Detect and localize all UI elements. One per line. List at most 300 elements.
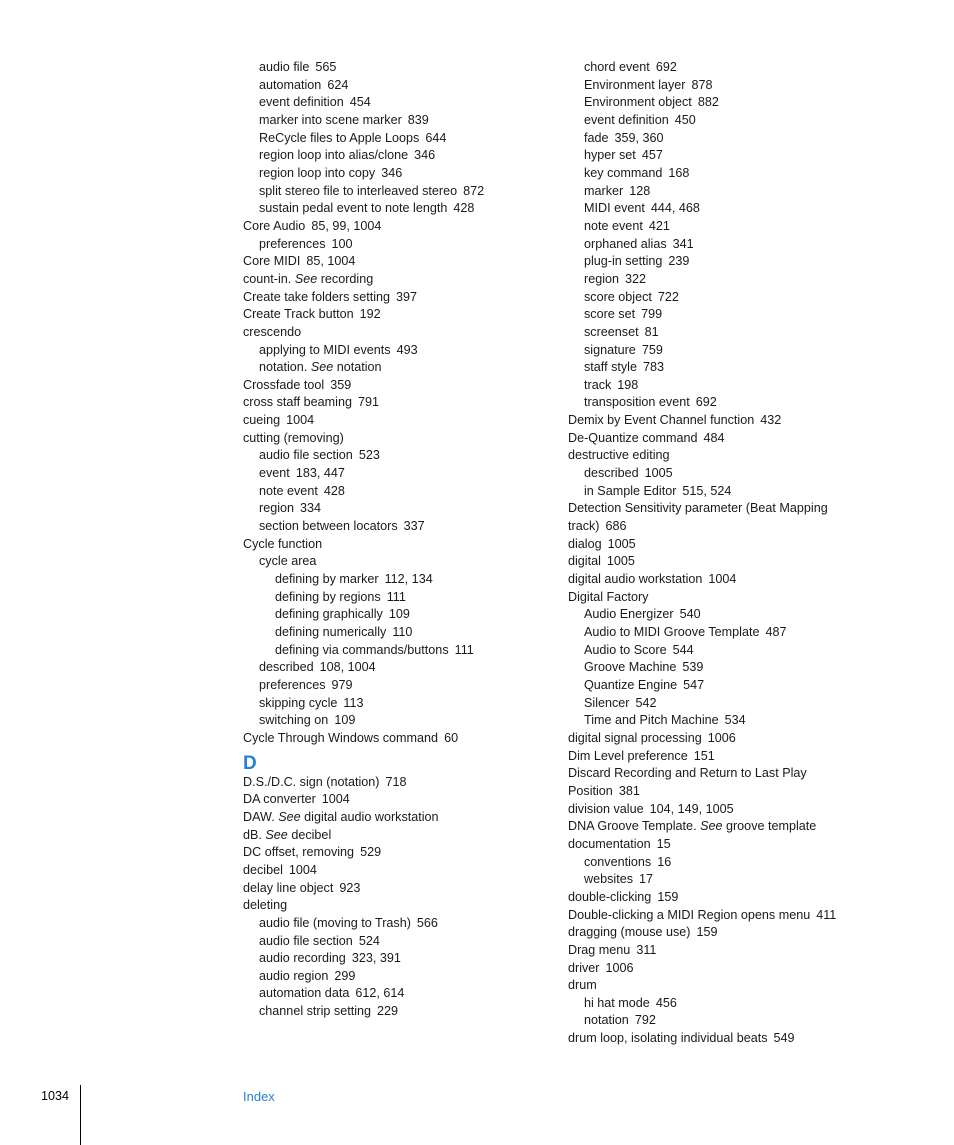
index-entry [568, 500, 848, 535]
index-subentry [243, 447, 543, 465]
entry-page-numbers: 878 [691, 77, 713, 92]
index-entry [568, 1030, 858, 1048]
entry-term: score set [584, 307, 636, 322]
index-entry [568, 960, 858, 978]
index-subentry [568, 218, 858, 236]
index-subentry [568, 112, 858, 130]
entry-term: ReCycle files to Apple Loops [259, 130, 420, 145]
entry-term: defining by marker [275, 572, 379, 587]
see-reference-label: See [265, 827, 288, 842]
entry-page-numbers: 456 [655, 995, 677, 1010]
entry-term: De-Quantize command [568, 430, 698, 445]
see-reference-target: decibel [291, 827, 332, 842]
index-entry [568, 907, 858, 925]
entry-term: delay line object [243, 880, 334, 895]
entry-term: Discard Recording and Return to Last Play Position [568, 766, 807, 798]
entry-term: driver [568, 960, 600, 975]
entry-page-numbers: 547 [683, 677, 705, 692]
entry-term: defining by regions [275, 589, 381, 604]
entry-term: defining graphically [275, 607, 383, 622]
index-entry [568, 942, 858, 960]
entry-page-numbers: 565 [315, 60, 337, 74]
entry-page-numbers: 239 [668, 254, 690, 269]
entry-term: conventions [584, 854, 652, 869]
entry-page-numbers: 882 [697, 95, 719, 110]
see-reference-target: recording [320, 271, 374, 286]
index-subentry [568, 306, 858, 324]
index-entry [243, 253, 543, 271]
index-subentry [568, 94, 858, 112]
entry-term: audio file section [259, 933, 353, 948]
entry-page-numbers: 323, 391 [351, 951, 401, 966]
index-entry [243, 430, 543, 448]
entry-term: count-in. [243, 271, 292, 286]
entry-page-numbers: 487 [765, 625, 787, 640]
entry-term: note event [259, 483, 318, 498]
entry-term: event [259, 466, 290, 481]
entry-term: skipping cycle [259, 695, 338, 710]
entry-term: MIDI event [584, 201, 645, 216]
index-subentry [243, 659, 543, 677]
index-subentry [568, 200, 858, 218]
entry-page-numbers: 1005 [607, 536, 636, 551]
index-subentry [243, 553, 543, 571]
entry-term: deleting [243, 898, 288, 913]
index-subentry [243, 606, 543, 624]
index-subentry [568, 642, 858, 660]
index-subentry [243, 985, 543, 1003]
index-subentry [243, 465, 543, 483]
index-subentry [568, 236, 858, 254]
index-subentry [243, 571, 543, 589]
entry-page-numbers: 128 [629, 183, 651, 198]
index-subentry [243, 968, 543, 986]
entry-term: Crossfade tool [243, 377, 325, 392]
see-reference-target: groove template [725, 819, 817, 834]
entry-page-numbers: 346 [381, 165, 403, 180]
entry-page-numbers: 168 [668, 165, 690, 180]
entry-page-numbers: 15 [656, 836, 671, 851]
index-entry [243, 897, 543, 915]
see-reference-label: See [700, 819, 723, 834]
index-entry [568, 447, 858, 465]
index-entry [243, 536, 543, 554]
footer-divider [80, 1085, 81, 1145]
index-entry [568, 589, 858, 607]
entry-term: defining numerically [275, 625, 387, 639]
entry-term: event definition [584, 112, 669, 127]
entry-page-numbers: 428 [323, 483, 345, 498]
index-subentry [568, 1012, 858, 1030]
index-subentry [243, 712, 543, 730]
entry-term: digital [568, 554, 601, 569]
entry-page-numbers: 16 [657, 854, 672, 869]
entry-page-numbers: 229 [377, 1004, 399, 1019]
entry-term: D.S./D.C. sign (notation) [243, 774, 380, 789]
entry-term: staff style [584, 360, 637, 375]
index-entry [243, 218, 543, 236]
index-subentry [568, 871, 858, 889]
entry-page-numbers: 791 [357, 395, 379, 410]
index-letter-heading: D [243, 752, 257, 774]
entry-term: Core MIDI [243, 254, 301, 269]
entry-term: fade [584, 130, 609, 145]
entry-term: event definition [259, 95, 344, 110]
index-subentry [568, 712, 858, 730]
entry-term: note event [584, 218, 643, 233]
entry-term: cueing [243, 413, 281, 428]
index-subentry [243, 59, 543, 77]
index-entry [243, 791, 543, 809]
index-subentry [243, 483, 543, 501]
entry-page-numbers: 192 [359, 307, 381, 322]
entry-page-numbers: 411 [816, 907, 837, 922]
index-subentry [243, 518, 543, 536]
entry-page-numbers: 493 [396, 342, 418, 357]
index-subentry [568, 854, 858, 872]
entry-page-numbers: 454 [349, 95, 371, 110]
entry-term: Audio to MIDI Groove Template [584, 625, 760, 640]
entry-page-numbers: 718 [385, 774, 407, 789]
index-subentry [568, 394, 858, 412]
entry-term: orphaned alias [584, 236, 667, 251]
entry-term: Time and Pitch Machine [584, 713, 719, 728]
index-subentry [243, 200, 543, 218]
entry-page-numbers: 108, 1004 [319, 660, 376, 675]
entry-term: Core Audio [243, 218, 306, 233]
entry-page-numbers: 183, 447 [295, 466, 345, 481]
entry-page-numbers: 104, 149, 1005 [649, 801, 734, 816]
entry-term: DNA Groove Template. [568, 819, 697, 834]
index-entry [568, 430, 858, 448]
entry-term: region loop into alias/clone [259, 148, 409, 163]
entry-term: marker into scene marker [259, 112, 402, 127]
entry-page-numbers: 100 [331, 236, 353, 251]
entry-term: automation data [259, 986, 350, 1001]
entry-term: Environment object [584, 95, 692, 110]
entry-term: crescendo [243, 324, 302, 339]
index-entry [243, 730, 543, 748]
entry-term: Digital Factory [568, 589, 649, 604]
entry-page-numbers: 722 [657, 289, 679, 304]
index-subentry [568, 995, 858, 1013]
entry-page-numbers: 111 [454, 642, 474, 657]
entry-term: DAW. [243, 809, 275, 824]
entry-page-numbers: 792 [634, 1013, 656, 1028]
index-subentry [243, 342, 543, 360]
entry-page-numbers: 109 [388, 607, 410, 622]
entry-page-numbers: 923 [339, 880, 361, 895]
index-column-right [568, 59, 858, 1048]
entry-term: plug-in setting [584, 254, 663, 269]
entry-term: Create Track button [243, 307, 354, 322]
entry-term: Environment layer [584, 77, 686, 92]
entry-page-numbers: 1004 [321, 792, 350, 807]
index-subentry [568, 342, 858, 360]
entry-page-numbers: 346 [414, 148, 436, 163]
index-subentry [243, 130, 543, 148]
entry-term: Detection Sensitivity parameter (Beat Mapping track) [568, 501, 828, 534]
index-subentry [243, 147, 543, 165]
entry-page-numbers: 198 [617, 377, 639, 392]
entry-page-numbers: 515, 524 [682, 483, 732, 498]
entry-page-numbers: 1006 [707, 730, 736, 745]
entry-page-numbers: 644 [425, 130, 447, 145]
index-subentry [243, 933, 543, 951]
index-entry [243, 844, 543, 862]
index-subentry [568, 183, 858, 201]
entry-term: cycle area [259, 554, 317, 569]
entry-page-numbers: 60 [444, 730, 459, 745]
entry-page-numbers: 1004 [708, 572, 737, 587]
entry-page-numbers: 359, 360 [614, 130, 664, 145]
index-subentry [568, 165, 858, 183]
index-entry [243, 809, 543, 827]
entry-page-numbers: 539 [682, 660, 704, 675]
entry-term: Silencer [584, 695, 630, 710]
entry-page-numbers: 322 [625, 271, 647, 286]
index-subentry [568, 695, 858, 713]
entry-term: decibel [243, 862, 283, 877]
entry-page-numbers: 1005 [644, 466, 673, 481]
entry-term: documentation [568, 836, 651, 851]
entry-page-numbers: 540 [679, 607, 701, 622]
entry-page-numbers: 534 [724, 713, 746, 728]
index-entry [568, 765, 848, 800]
entry-term: notation. [259, 360, 308, 375]
index-subentry [568, 130, 858, 148]
entry-page-numbers: 159 [657, 889, 679, 904]
index-entry [243, 412, 543, 430]
entry-term: Drag menu [568, 942, 631, 957]
entry-page-numbers: 759 [641, 342, 663, 357]
entry-term: signature [584, 342, 636, 357]
entry-term: websites [584, 872, 633, 887]
entry-term: Audio to Score [584, 642, 667, 657]
index-entry [568, 818, 858, 836]
entry-page-numbers: 450 [674, 112, 696, 127]
entry-page-numbers: 159 [696, 925, 718, 940]
entry-page-numbers: 334 [300, 501, 322, 516]
entry-term: notation [584, 1013, 629, 1028]
entry-term: chord event [584, 60, 650, 74]
entry-term: digital audio workstation [568, 572, 703, 587]
index-subentry [243, 94, 543, 112]
entry-term: section between locators [259, 519, 398, 534]
index-subentry [568, 624, 858, 642]
entry-page-numbers: 85, 99, 1004 [311, 218, 382, 233]
see-reference-label: See [278, 809, 301, 824]
entry-term: region [584, 271, 620, 286]
entry-term: switching on [259, 713, 329, 728]
index-subentry [568, 606, 858, 624]
index-subentry [243, 950, 543, 968]
entry-term: in Sample Editor [584, 483, 677, 498]
entry-term: region [259, 501, 295, 516]
entry-term: track [584, 377, 612, 392]
entry-page-numbers: 110 [392, 625, 413, 639]
entry-page-numbers: 1004 [288, 862, 317, 877]
entry-page-numbers: 839 [407, 112, 429, 127]
entry-term: split stereo file to interleaved stereo [259, 183, 458, 198]
entry-page-numbers: 397 [396, 289, 418, 304]
index-entry [568, 748, 858, 766]
entry-page-numbers: 81 [644, 324, 659, 339]
entry-term: drum [568, 978, 597, 993]
entry-page-numbers: 85, 1004 [306, 254, 356, 269]
index-subentry [243, 236, 543, 254]
entry-page-numbers: 337 [403, 519, 425, 534]
index-subentry [568, 377, 858, 395]
entry-term: defining via commands/buttons [275, 642, 449, 657]
index-subentry [568, 659, 858, 677]
entry-term: Cycle function [243, 536, 323, 551]
entry-page-numbers: 299 [334, 968, 356, 983]
index-subentry [568, 465, 858, 483]
index-entry [568, 924, 858, 942]
entry-page-numbers: 112, 134 [384, 572, 433, 587]
entry-term: DC offset, removing [243, 845, 355, 860]
entry-term: preferences [259, 236, 326, 251]
index-entry [568, 730, 858, 748]
entry-page-numbers: 428 [453, 201, 475, 216]
entry-term: described [259, 660, 314, 675]
entry-page-numbers: 529 [360, 845, 382, 860]
entry-term: digital signal processing [568, 730, 702, 745]
entry-term: Double-clicking a MIDI Region opens menu [568, 907, 811, 922]
entry-page-numbers: 524 [358, 933, 380, 948]
see-reference-label: See [310, 360, 334, 375]
entry-term: screenset [584, 324, 639, 339]
entry-page-numbers: 484 [703, 430, 725, 445]
index-subentry [568, 59, 858, 77]
entry-term: Groove Machine [584, 660, 677, 675]
entry-term: sustain pedal event to note length [259, 201, 448, 216]
index-entry [243, 271, 543, 289]
entry-term: cross staff beaming [243, 395, 352, 410]
entry-page-numbers: 151 [693, 748, 715, 763]
entry-page-numbers: 783 [642, 360, 664, 375]
index-entry [568, 571, 858, 589]
entry-term: Demix by Event Channel function [568, 413, 755, 428]
entry-term: audio file [259, 60, 310, 74]
index-entry [243, 862, 543, 880]
entry-term: channel strip setting [259, 1004, 372, 1019]
index-subentry [243, 624, 543, 642]
index-subentry [568, 147, 858, 165]
entry-term: automation [259, 77, 322, 92]
entry-page-numbers: 979 [331, 677, 353, 692]
entry-term: division value [568, 801, 644, 816]
entry-page-numbers: 111 [386, 589, 406, 604]
entry-term: Audio Energizer [584, 607, 674, 622]
entry-term: Quantize Engine [584, 677, 678, 692]
index-entry [568, 977, 858, 995]
entry-page-numbers: 113 [343, 695, 364, 710]
entry-page-numbers: 311 [636, 942, 657, 957]
see-reference-target: digital audio workstation [304, 809, 439, 824]
entry-page-numbers: 381 [618, 783, 640, 798]
entry-term: region loop into copy [259, 165, 376, 180]
entry-term: dB. [243, 827, 262, 842]
entry-term: Create take folders setting [243, 289, 391, 304]
index-entry [568, 889, 858, 907]
entry-page-numbers: 692 [655, 60, 677, 74]
index-entry [243, 827, 543, 845]
index-subentry [243, 677, 543, 695]
entry-page-numbers: 17 [639, 872, 654, 887]
see-reference-target: notation [336, 360, 382, 375]
index-subentry [568, 289, 858, 307]
index-subentry [568, 677, 858, 695]
index-entry [568, 536, 858, 554]
index-subentry [243, 112, 543, 130]
index-subentry [243, 183, 543, 201]
entry-page-numbers: 1005 [606, 554, 635, 569]
entry-page-numbers: 444, 468 [650, 201, 700, 216]
entry-term: described [584, 466, 639, 481]
entry-page-numbers: 544 [672, 642, 694, 657]
entry-term: applying to MIDI events [259, 342, 391, 357]
entry-term: hyper set [584, 148, 636, 163]
entry-page-numbers: 542 [635, 695, 657, 710]
entry-term: audio file section [259, 448, 353, 463]
entry-page-numbers: 1006 [605, 960, 634, 975]
index-subentry [243, 589, 543, 607]
index-subentry [568, 483, 858, 501]
index-entry [568, 836, 858, 854]
index-entry [568, 553, 858, 571]
index-subentry [568, 359, 858, 377]
entry-page-numbers: 523 [358, 448, 380, 463]
entry-page-numbers: 549 [773, 1031, 795, 1046]
entry-page-numbers: 566 [416, 915, 438, 930]
entry-page-numbers: 612, 614 [355, 986, 405, 1001]
index-subentry [243, 359, 543, 377]
entry-term: cutting (removing) [243, 430, 344, 445]
index-entry [243, 377, 543, 395]
page-number: 1034 [41, 1089, 70, 1103]
index-subentry [243, 165, 543, 183]
entry-term: score object [584, 289, 652, 304]
entry-page-numbers: 1004 [286, 413, 315, 428]
index-entry [243, 880, 543, 898]
entry-term: double-clicking [568, 889, 652, 904]
index-subentry [243, 695, 543, 713]
index-subentry [243, 915, 543, 933]
entry-page-numbers: 457 [641, 148, 663, 163]
entry-term: key command [584, 165, 663, 180]
index-entry [243, 774, 543, 792]
footer-section-link[interactable]: Index [243, 1089, 275, 1104]
entry-term: audio region [259, 968, 329, 983]
entry-term: drum loop, isolating individual beats [568, 1031, 768, 1046]
index-subentry [568, 324, 858, 342]
index-entry [568, 412, 858, 430]
entry-page-numbers: 359 [330, 377, 352, 392]
entry-term: destructive editing [568, 448, 670, 463]
entry-page-numbers: 624 [327, 77, 349, 92]
entry-term: Dim Level preference [568, 748, 688, 763]
index-subentry [243, 500, 543, 518]
entry-term: transposition event [584, 395, 690, 410]
index-subentry [568, 77, 858, 95]
index-entry [568, 801, 858, 819]
entry-page-numbers: 109 [334, 713, 356, 728]
entry-page-numbers: 341 [672, 236, 694, 251]
index-subentry [243, 642, 543, 660]
entry-term: DA converter [243, 792, 316, 807]
